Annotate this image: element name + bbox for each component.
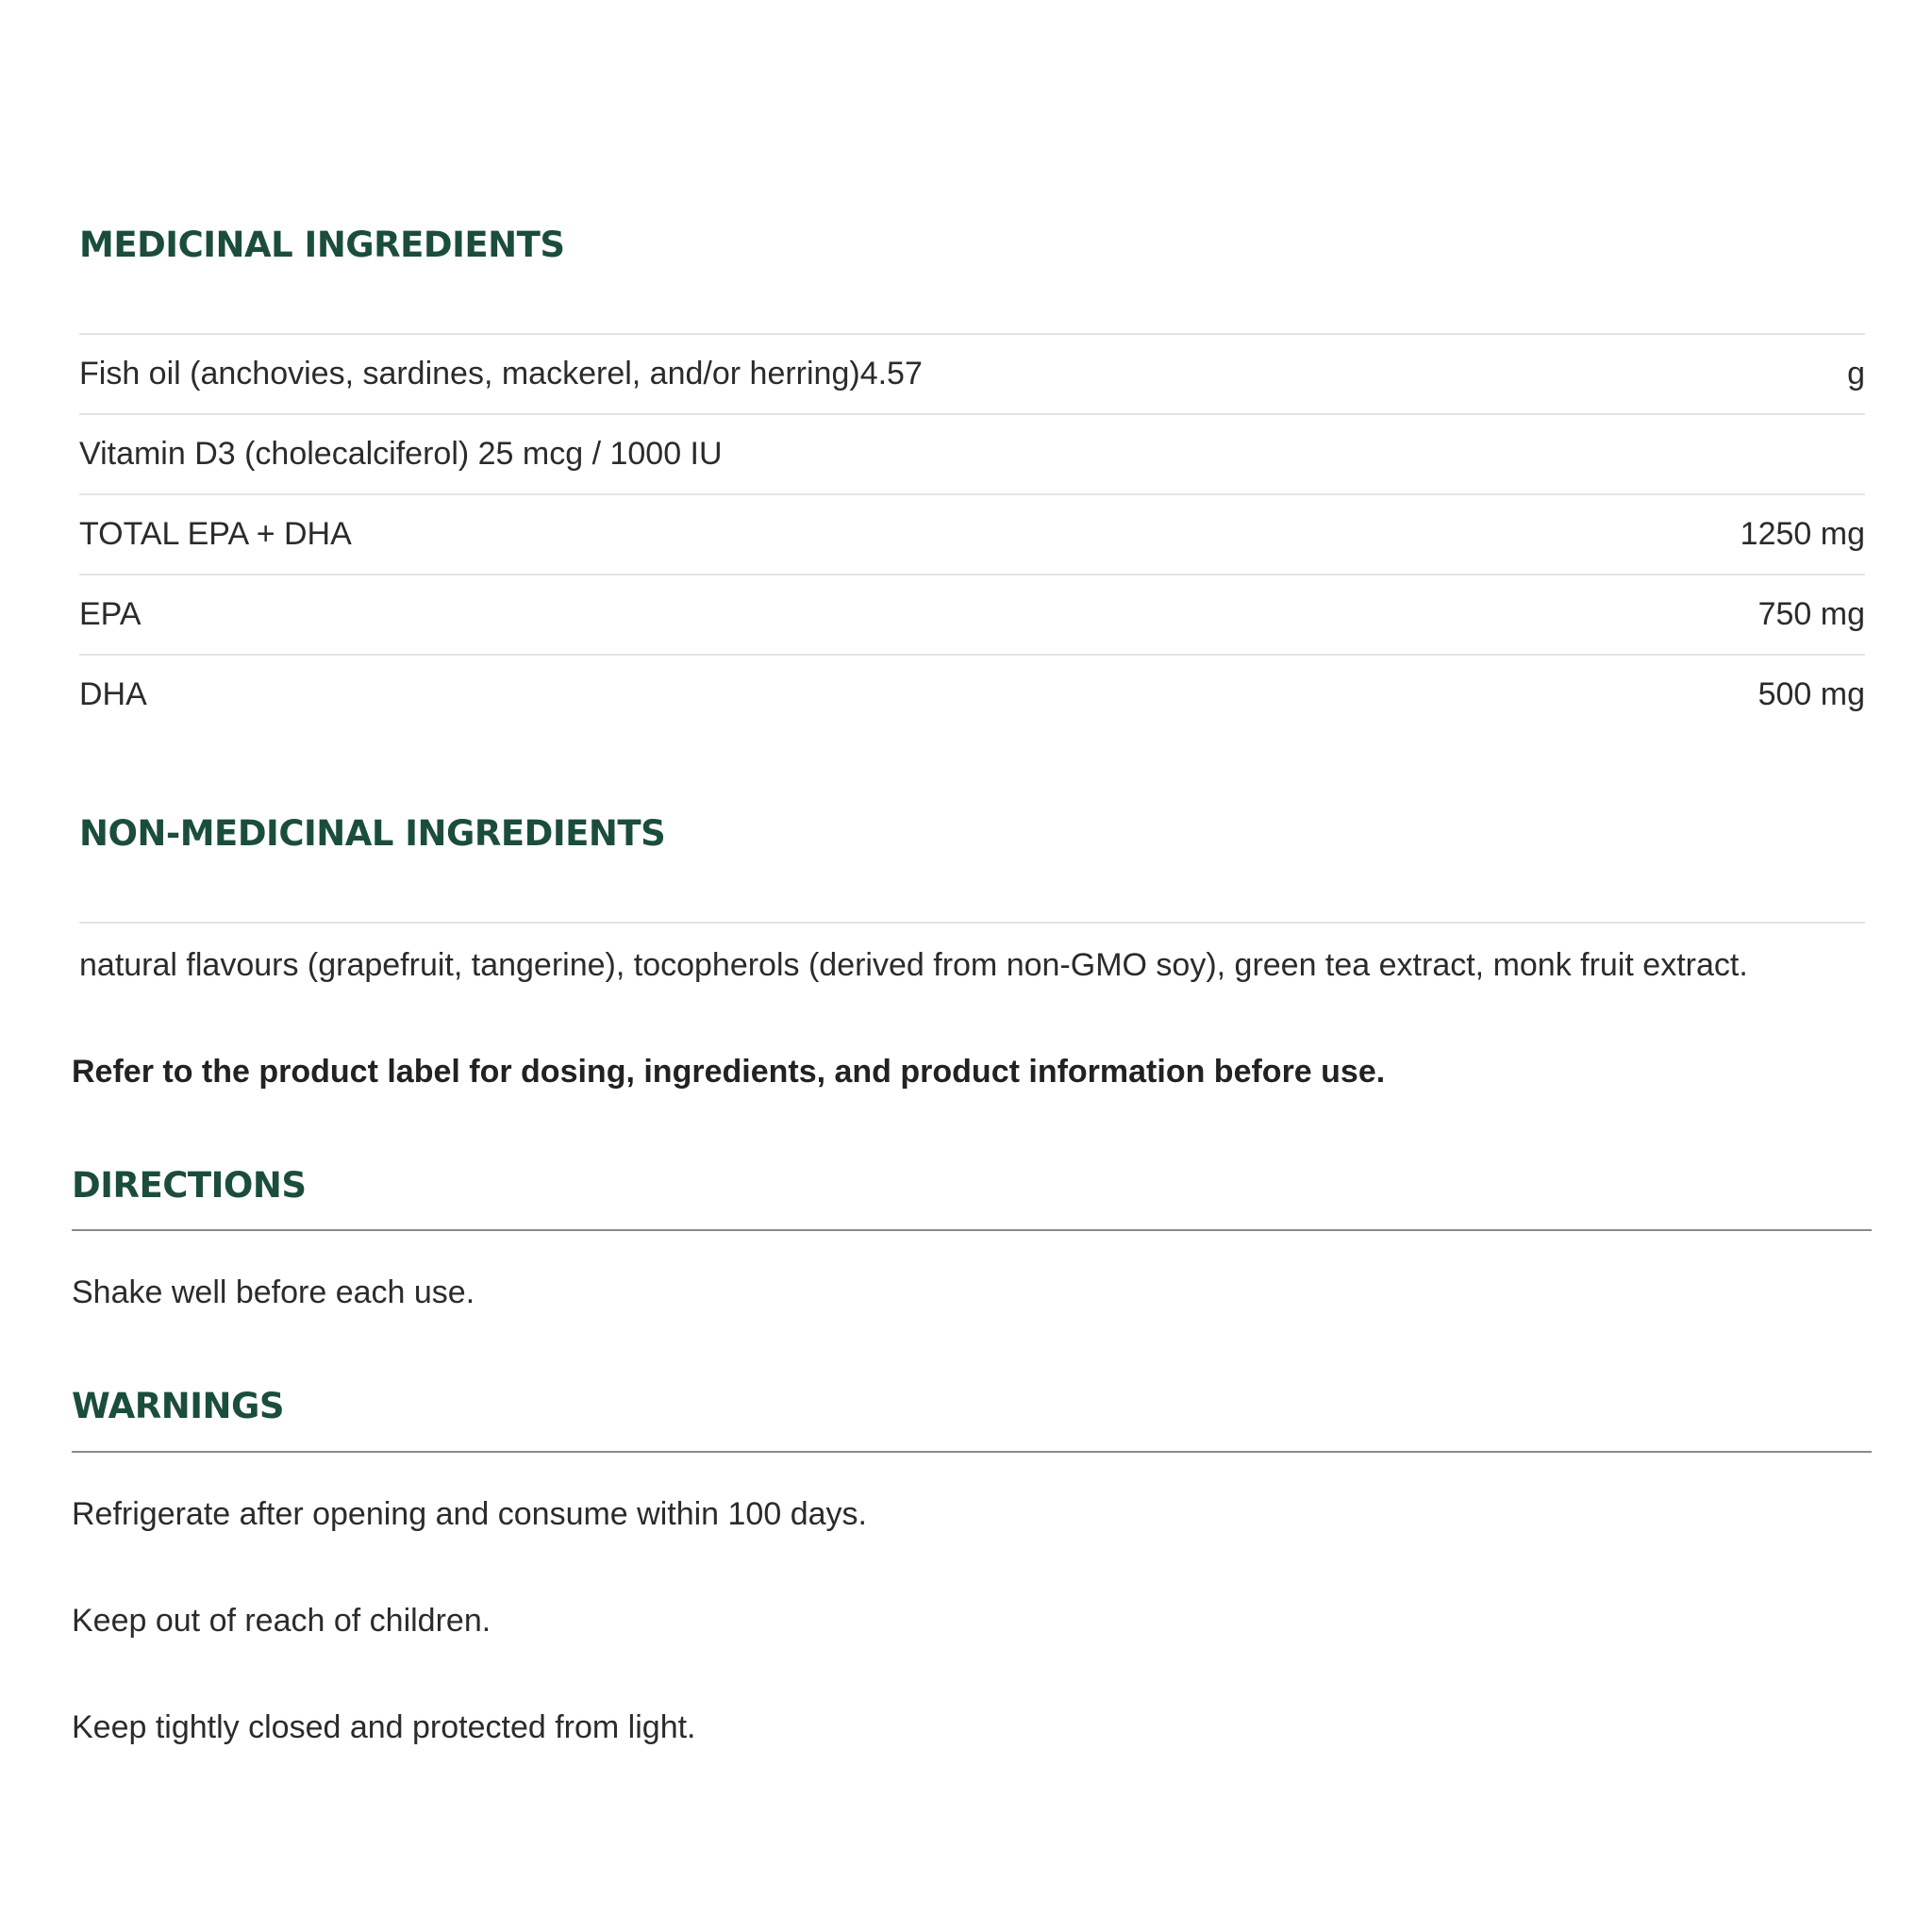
ingredient-amount: 750 mg: [1757, 596, 1865, 632]
divider: [79, 922, 1865, 924]
directions-text: Shake well before each use.: [72, 1274, 475, 1310]
ingredient-name: DHA: [79, 676, 147, 712]
table-row: [79, 333, 1865, 413]
ingredient-name: TOTAL EPA + DHA: [79, 516, 352, 552]
directions-heading: DIRECTIONS: [72, 1165, 307, 1206]
medicinal-ingredients-table: [79, 333, 1865, 734]
warnings-divider: [72, 1451, 1872, 1453]
directions-divider: [72, 1229, 1872, 1231]
medicinal-ingredients-heading: MEDICINAL INGREDIENTS: [79, 225, 565, 265]
non-medicinal-ingredients-heading: NON-MEDICINAL INGREDIENTS: [79, 813, 666, 854]
table-row: [79, 493, 1865, 574]
ingredient-amount: g: [1847, 356, 1865, 391]
warnings-heading: WARNINGS: [72, 1386, 284, 1426]
table-row: [79, 413, 1865, 493]
warning-item: Refrigerate after opening and consume within 100 days.: [72, 1496, 867, 1532]
product-label-note: Refer to the product label for dosing, ingredients, and product information before use.: [72, 1054, 1386, 1090]
warning-item: Keep tightly closed and protected from light.: [72, 1709, 696, 1745]
ingredient-name: Vitamin D3 (cholecalciferol) 25 mcg / 1000 IU: [79, 436, 723, 472]
ingredient-amount: 1250 mg: [1740, 516, 1865, 552]
ingredient-amount: 500 mg: [1757, 676, 1865, 712]
ingredient-name: Fish oil (anchovies, sardines, mackerel, and/or herring)4.57: [79, 356, 923, 391]
non-medicinal-ingredients-text: natural flavours (grapefruit, tangerine), tocopherols (derived from non-GMO soy), green tea extract, monk fruit extract.: [79, 947, 1748, 983]
table-row: [79, 654, 1865, 734]
warning-item: Keep out of reach of children.: [72, 1603, 491, 1639]
ingredient-name: EPA: [79, 596, 142, 632]
table-row: [79, 574, 1865, 654]
